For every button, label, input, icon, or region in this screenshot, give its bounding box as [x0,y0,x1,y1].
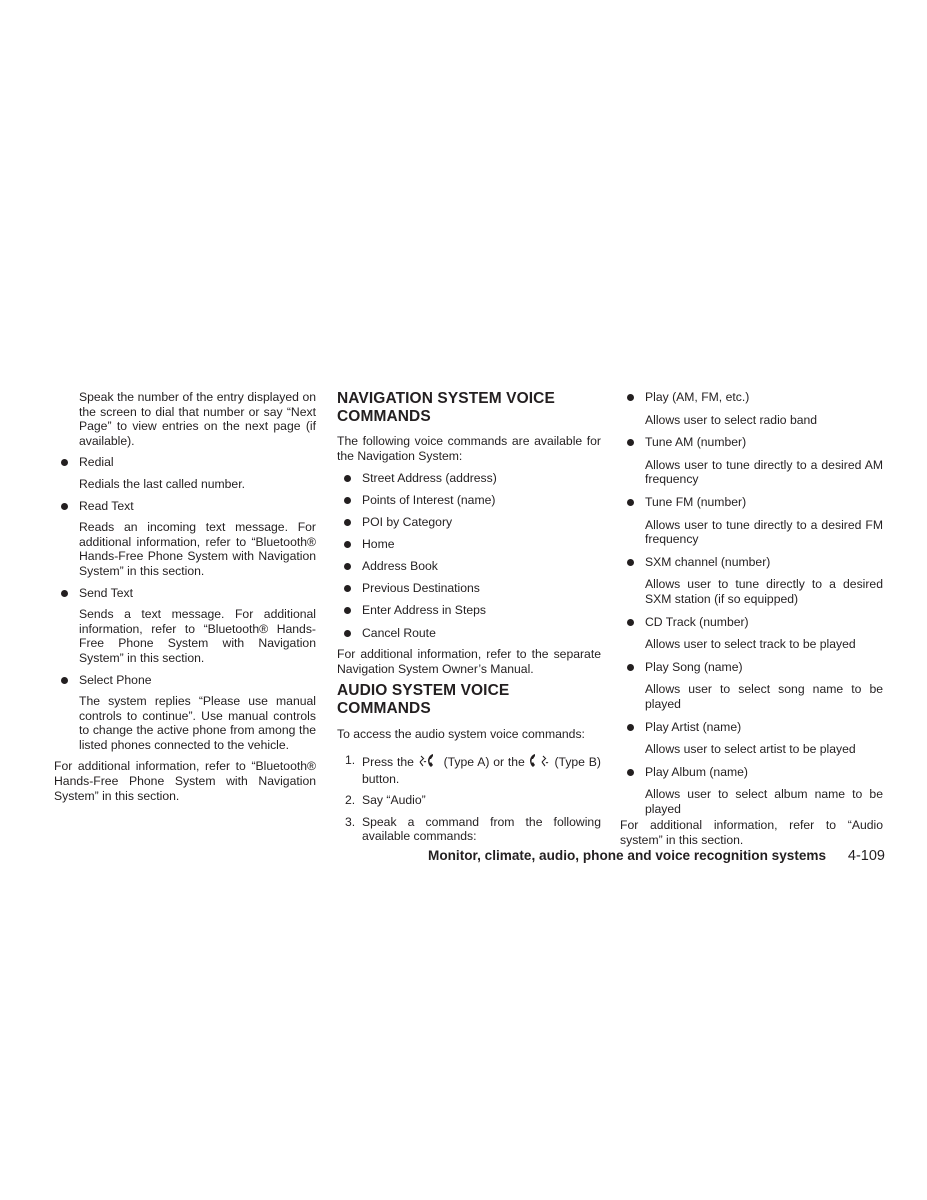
navigation-command-label: Cancel Route [362,625,436,640]
step-2-text: Say “Audio” [362,793,426,808]
step-number: 1. [345,753,356,768]
section-title: Monitor, climate, audio, phone and voice recognition systems [428,848,827,863]
redial-description: Redials the last called number. [79,476,245,491]
play-band-item [620,390,883,405]
navigation-command-label: Home [362,537,395,552]
step-number: 2. [345,793,356,808]
bullet-icon [627,769,634,776]
play-album-description: Allows user to select album name to be played [645,787,883,816]
play-band-label: Play (AM, FM, etc.) [645,390,750,404]
right-column [620,390,883,848]
navigation-command-item [337,626,601,641]
cd-track-label: CD Track (number) [645,614,749,629]
navigation-command-label: Street Address (address) [362,470,497,485]
bullet-icon [627,559,634,566]
play-song-item [620,660,883,675]
bullet-icon [344,497,351,504]
bullet-icon [627,394,634,401]
navigation-command-item [337,559,601,574]
play-song-description: Allows user to select song name to be played [645,682,883,711]
navigation-command-item [337,515,601,530]
bullet-icon [61,677,68,684]
tune-fm-description: Allows user to tune directly to a desired FM frequency [645,517,883,547]
send-text-description: Sends a text message. For additional information, refer to “Bluetooth® Hands-Free Phone System with Navigation System” in this section. [79,607,316,665]
additional-info-bluetooth: For additional information, refer to “Bluetooth® Hands-Free Phone System with Navigation System” in this section. [54,759,316,803]
tune-am-description: Allows user to tune directly to a desired AM frequency [645,457,883,487]
navigation-command-label: Points of Interest (name) [362,492,496,507]
step-2 [337,793,601,808]
play-song-label: Play Song (name) [645,659,743,674]
step-1-text-a: Press the [362,755,414,770]
select-phone-description: The system replies “Please use manual controls to continue”. Use manual controls to change the active phone from among the listed phones connected to the vehicle. [79,694,316,752]
bullet-icon [344,541,351,548]
send-text-item [54,586,316,601]
play-artist-description: Allows user to select artist to be played [645,742,856,757]
bullet-icon [61,590,68,597]
select-phone-item [54,673,316,688]
step-number: 3. [345,814,356,829]
cd-track-description: Allows user to select track to be played [645,637,856,652]
tune-fm-label: Tune FM (number) [645,494,747,509]
bullet-icon [627,439,634,446]
page-number: 4-109 [847,848,885,864]
page-footer [428,847,885,865]
redial-item [54,455,316,470]
bullet-icon [627,499,634,506]
navigation-command-label: Previous Destinations [362,581,480,596]
middle-column [337,390,601,844]
navigation-additional-info: For additional information, refer to the separate Navigation System Owner’s Manual. [337,647,601,676]
cd-track-item [620,615,883,630]
navigation-command-label: Address Book [362,559,438,574]
navigation-command-list [337,471,601,640]
navigation-command-item [337,581,601,596]
read-text-description: Reads an incoming text message. For additional information, refer to “Bluetooth® Hands-Free Phone System with Navigation System” in this section. [79,520,316,578]
voice-command-type-a-icon [418,753,440,772]
sxm-channel-description: Allows user to tune directly to a desired SXM station (if so equipped) [645,577,883,606]
bullet-icon [344,585,351,592]
step-1 [337,753,601,786]
bullet-icon [344,475,351,482]
bullet-icon [61,459,68,466]
bullet-icon [627,619,634,626]
play-band-description: Allows user to select radio band [645,412,818,427]
sxm-channel-item [620,555,883,570]
send-text-label: Send Text [79,585,133,600]
tune-fm-item [620,495,883,510]
bullet-icon [344,519,351,526]
step-3-text: Speak a command from the following available commands: [362,814,601,844]
read-text-item [54,499,316,514]
tune-am-label: Tune AM (number) [645,435,747,450]
play-album-item [620,765,883,780]
bullet-icon [344,607,351,614]
play-artist-label: Play Artist (name) [645,719,742,734]
navigation-command-item [337,493,601,508]
play-artist-item [620,720,883,735]
bullet-icon [627,724,634,731]
navigation-command-item [337,603,601,618]
tune-am-item [620,435,883,450]
step-1-text-c: (Type B) button. [362,755,601,786]
select-phone-label: Select Phone [79,672,152,687]
bullet-icon [344,630,351,637]
audio-voice-commands-heading: AUDIO SYSTEM VOICE COMMANDS [337,682,510,717]
navigation-command-label: POI by Category [362,515,453,530]
bullet-icon [627,664,634,671]
play-album-label: Play Album (name) [645,764,748,779]
step-3 [337,815,601,844]
navigation-command-item [337,537,601,552]
bullet-icon [344,563,351,570]
navigation-intro: The following voice commands are available for the Navigation System: [337,434,601,463]
left-column [54,390,316,803]
dial-entry-instructions: Speak the number of the entry displayed on the screen to dial that number or say “Next Page” to view entries on the next page (if available). [79,390,316,448]
audio-additional-info: For additional information, refer to “Audio system” in this section. [620,818,883,848]
voice-command-type-b-icon [529,753,551,772]
navigation-command-item [337,471,601,486]
read-text-label: Read Text [79,498,134,513]
step-1-text-b: (Type A) or the [443,755,525,770]
redial-label: Redial [79,455,114,470]
bullet-icon [61,503,68,510]
sxm-channel-label: SXM channel (number) [645,554,771,569]
navigation-voice-commands-heading: NAVIGATION SYSTEM VOICE COMMANDS [337,390,555,425]
navigation-command-label: Enter Address in Steps [362,603,486,618]
audio-intro: To access the audio system voice commands: [337,726,585,741]
